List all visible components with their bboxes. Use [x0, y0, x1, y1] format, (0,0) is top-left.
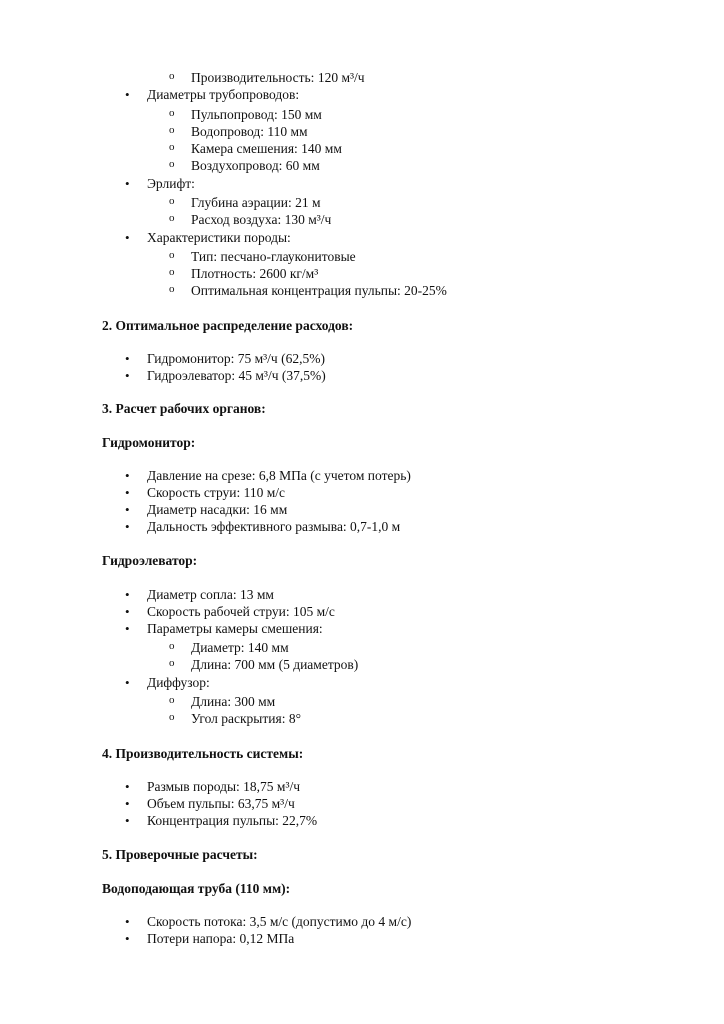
section-heading: 3. Расчет рабочих органов: [102, 401, 266, 416]
section-heading: 4. Производительность системы: [102, 746, 304, 761]
list-item: • Параметры камеры смешения: [147, 620, 323, 637]
list-item: • Диаметры трубопроводов: [147, 86, 299, 103]
list-item: o Воздухопровод: 60 мм [191, 157, 320, 174]
list-item: • Диаметр насадки: 16 мм [147, 501, 287, 518]
list-item: • Потери напора: 0,12 МПа [147, 930, 294, 947]
section-heading: 5. Проверочные расчеты: [102, 847, 258, 862]
list-item: o Угол раскрытия: 8° [191, 710, 301, 727]
list-item: o Производительность: 120 м³/ч [191, 69, 365, 86]
list-item: o Глубина аэрации: 21 м [191, 194, 321, 211]
list-item: o Водопровод: 110 мм [191, 123, 308, 140]
list-item: • Характеристики породы: [147, 229, 291, 246]
list-item: o Тип: песчано-глауконитовые [191, 248, 356, 265]
list-item: • Диффузор: [147, 674, 210, 691]
subsection-heading: Гидроэлеватор: [102, 553, 198, 568]
section-heading: 2. Оптимальное распределение расходов: [102, 318, 354, 333]
list-item: • Эрлифт: [147, 175, 195, 192]
list-item: • Дальность эффективного размыва: 0,7-1,0 м [147, 518, 400, 535]
list-item: o Диаметр: 140 мм [191, 639, 289, 656]
list-item: • Скорость струи: 110 м/с [147, 484, 285, 501]
list-item: o Пульпопровод: 150 мм [191, 106, 322, 123]
list-item: • Скорость потока: 3,5 м/с (допустимо до 4 м/с) [147, 913, 411, 930]
subsection-heading: Гидромонитор: [102, 435, 196, 450]
subsection-heading: Водоподающая труба (110 мм): [102, 881, 291, 896]
list-item: o Длина: 300 мм [191, 693, 275, 710]
list-item: o Оптимальная концентрация пульпы: 20-25% [191, 282, 447, 299]
list-item: • Гидромонитор: 75 м³/ч (62,5%) [147, 350, 325, 367]
list-item: • Концентрация пульпы: 22,7% [147, 812, 317, 829]
list-item: • Гидроэлеватор: 45 м³/ч (37,5%) [147, 367, 326, 384]
list-item: o Камера смешения: 140 мм [191, 140, 342, 157]
list-item: • Диаметр сопла: 13 мм [147, 586, 274, 603]
list-item: o Расход воздуха: 130 м³/ч [191, 211, 331, 228]
list-item: • Объем пульпы: 63,75 м³/ч [147, 795, 295, 812]
list-item: • Скорость рабочей струи: 105 м/с [147, 603, 335, 620]
list-item: • Размыв породы: 18,75 м³/ч [147, 778, 300, 795]
list-item: • Давление на срезе: 6,8 МПа (с учетом потерь) [147, 467, 411, 484]
list-item: o Плотность: 2600 кг/м³ [191, 265, 318, 282]
list-item: o Длина: 700 мм (5 диаметров) [191, 656, 358, 673]
